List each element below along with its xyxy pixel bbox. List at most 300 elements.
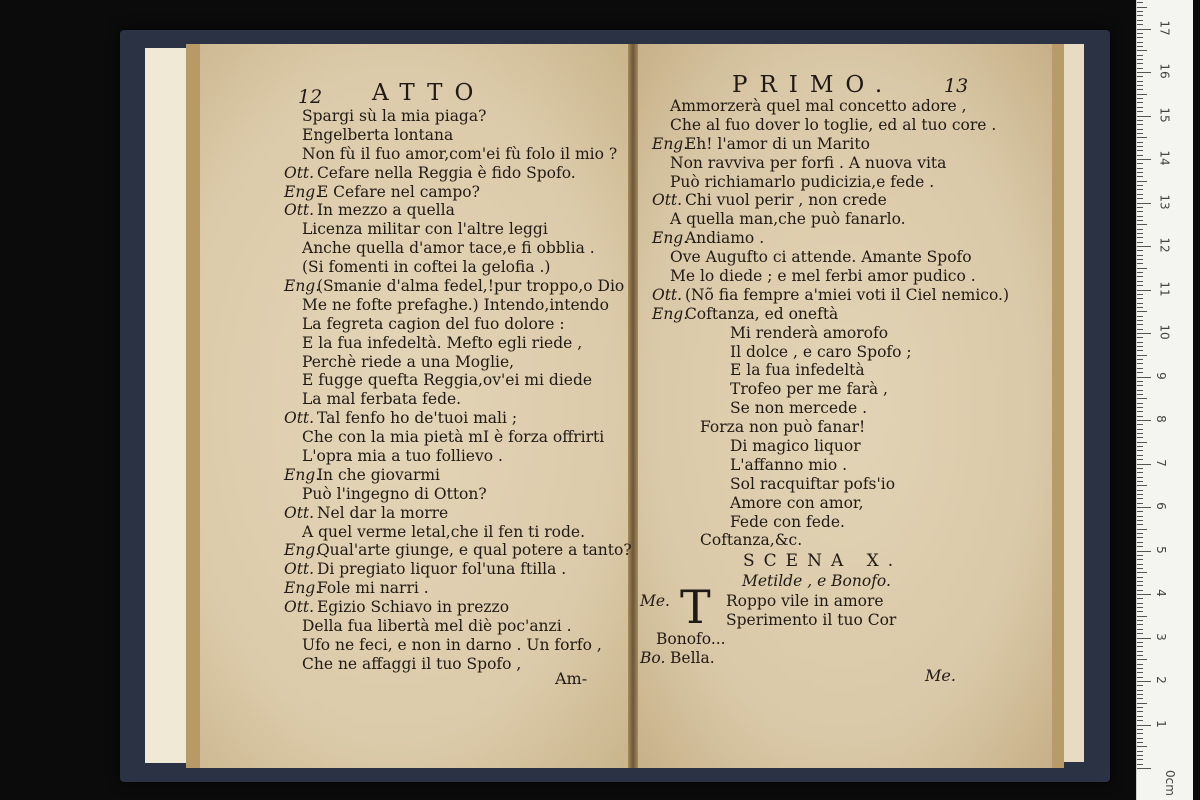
ruler-tick xyxy=(1137,120,1143,121)
ruler-tick xyxy=(1137,198,1143,199)
ruler-tick xyxy=(1137,611,1143,612)
line-text: (Smanie d'alma fedel,!pur troppo,o Dio xyxy=(316,277,625,296)
text-line xyxy=(284,183,632,202)
ruler-tick xyxy=(1137,342,1143,343)
ruler-tick xyxy=(1137,224,1147,225)
text-line xyxy=(284,447,632,466)
ruler-tick xyxy=(1137,633,1143,634)
ruler-tick xyxy=(1137,537,1143,538)
line-text: Licenza militar con l'altre leggi xyxy=(302,220,548,239)
speaker-label: Eng. xyxy=(652,229,689,248)
text-line xyxy=(284,220,632,239)
text-line xyxy=(284,560,632,579)
ruler-tick xyxy=(1137,403,1143,404)
ruler-tick xyxy=(1137,172,1143,173)
text-line xyxy=(652,286,1009,305)
line-text: Coftanza, ed oneftà xyxy=(684,304,839,323)
line-text: E Cefare nel campo? xyxy=(316,182,480,201)
line-text: Trofeo per me farà , xyxy=(730,380,888,399)
ruler-tick xyxy=(1137,237,1143,238)
drop-capital: T xyxy=(680,580,711,634)
ruler-tick xyxy=(1137,433,1143,434)
ruler-unit: 0cm xyxy=(1162,770,1177,796)
ruler-tick xyxy=(1137,555,1143,556)
speaker-label: Eng. xyxy=(652,304,689,323)
ruler-tick xyxy=(1137,76,1143,77)
ruler-tick xyxy=(1137,133,1143,134)
speaker-label: Eng. xyxy=(284,465,321,484)
ruler-tick xyxy=(1137,129,1143,130)
ruler-tick xyxy=(1137,176,1143,177)
ruler-tick xyxy=(1137,33,1143,34)
line-text: Spargi sù la mia piaga? xyxy=(302,107,487,125)
ruler-tick xyxy=(1137,7,1147,8)
line-text: Il dolce , e caro Spofo ; xyxy=(730,342,912,361)
ruler-tick xyxy=(1137,259,1143,260)
line-text: E fugge quefta Reggia,ov'ei mi diede xyxy=(302,371,593,390)
text-line xyxy=(284,579,632,598)
ruler-tick xyxy=(1137,285,1143,286)
speaker-label: Ott. xyxy=(284,201,315,220)
ruler-label: 10 xyxy=(1157,324,1172,340)
ruler-tick xyxy=(1137,590,1143,591)
ruler-tick xyxy=(1137,481,1143,482)
dropcap-line-1: Roppo vile in amore xyxy=(726,592,884,610)
ruler-label: 3 xyxy=(1153,632,1168,641)
ruler-tick xyxy=(1137,363,1143,364)
ruler-tick xyxy=(1137,142,1143,143)
text-line xyxy=(652,135,1009,154)
right-catchword: Me. xyxy=(925,666,956,685)
ruler-tick xyxy=(1137,329,1143,330)
ruler-tick xyxy=(1137,490,1143,491)
ruler-label: 2 xyxy=(1153,676,1168,684)
line-text: E la fua infedeltà. Mefto egli riede , xyxy=(302,333,583,352)
ruler-tick xyxy=(1137,159,1151,160)
ruler-tick xyxy=(1137,520,1143,521)
ruler-label: 11 xyxy=(1157,280,1172,297)
ruler-tick xyxy=(1137,124,1143,125)
ruler-tick xyxy=(1137,603,1143,604)
measuring-ruler xyxy=(1136,0,1193,800)
text-line xyxy=(284,598,632,617)
ruler-label: 4 xyxy=(1153,589,1168,597)
ruler-tick xyxy=(1137,111,1143,112)
ruler-tick xyxy=(1137,638,1151,639)
line-text: La fegreta cagion del fuo dolore : xyxy=(302,314,565,333)
ruler-tick xyxy=(1137,629,1143,630)
dropcap-line-2: Sperimento il tuo Cor xyxy=(726,611,897,629)
text-line xyxy=(652,173,1009,192)
line-text: (Nõ fia fempre a'miei voti il Ciel nemico.) xyxy=(684,285,1010,304)
speaker-label: Ott. xyxy=(652,191,683,210)
left-page-text xyxy=(284,107,632,674)
line-text: L'affanno mio . xyxy=(730,455,848,474)
ruler-tick xyxy=(1137,459,1143,460)
ruler-tick xyxy=(1137,577,1143,578)
text-line xyxy=(284,201,632,220)
text-line xyxy=(284,617,632,636)
ruler-tick xyxy=(1137,116,1151,117)
speaker-label: Eng. xyxy=(284,579,321,598)
speaker-label: Eng. xyxy=(652,134,689,153)
ruler-tick xyxy=(1137,677,1143,678)
ruler-tick xyxy=(1137,616,1147,617)
ruler-tick xyxy=(1137,72,1151,73)
ruler-tick xyxy=(1137,303,1143,304)
text-line xyxy=(284,390,632,409)
ruler-label: 5 xyxy=(1153,545,1168,554)
ruler-tick xyxy=(1137,377,1151,378)
line-text: Ove Augufto ci attende. Amante Spofo xyxy=(670,248,972,267)
ruler-tick xyxy=(1137,63,1143,64)
line-text: Non ravviva per forfi . A nuova vita xyxy=(670,153,947,172)
ruler-tick xyxy=(1137,698,1143,699)
line-text: Cefare nella Reggia è fido Spofo. xyxy=(316,163,576,182)
ruler-tick xyxy=(1137,29,1151,30)
ruler-tick xyxy=(1137,485,1147,486)
ruler-tick xyxy=(1137,755,1143,756)
ruler-tick xyxy=(1137,333,1151,334)
ruler-tick xyxy=(1137,211,1143,212)
text-line xyxy=(284,145,632,164)
line-text: Che ne affaggi il tuo Spofo , xyxy=(302,654,522,673)
ruler-tick xyxy=(1137,337,1143,338)
ruler-tick xyxy=(1137,694,1143,695)
ruler-tick xyxy=(1137,655,1143,656)
text-line xyxy=(652,380,1009,399)
line-text: In che giovarmi xyxy=(316,465,441,484)
speaker-label: Eng. xyxy=(284,182,321,201)
ruler-label: 16 xyxy=(1157,63,1172,79)
ruler-tick xyxy=(1137,368,1143,369)
ruler-tick xyxy=(1137,20,1143,21)
ruler-tick xyxy=(1137,55,1143,56)
ruler-tick xyxy=(1137,311,1147,312)
line-text: Che con la mia pietà mI è forza offrirti xyxy=(302,428,605,447)
text-line xyxy=(652,456,1009,475)
ruler-tick xyxy=(1137,542,1143,543)
ruler-tick xyxy=(1137,768,1151,769)
text-line xyxy=(652,475,1009,494)
ruler-tick xyxy=(1137,568,1143,569)
ruler-tick xyxy=(1137,668,1143,669)
ruler-tick xyxy=(1137,437,1143,438)
line-text: Può richiamarlo pudicizia,e fede . xyxy=(670,172,935,191)
ruler-tick xyxy=(1137,642,1143,643)
ruler-tick xyxy=(1137,598,1143,599)
text-line xyxy=(652,97,1009,116)
last-speaker: Bo. xyxy=(640,649,666,667)
scene-title: SCENA X. xyxy=(743,551,903,571)
ruler-tick xyxy=(1137,703,1147,704)
text-line xyxy=(652,361,1009,380)
speaker-label: Eng. xyxy=(284,541,321,560)
ruler-tick xyxy=(1137,250,1143,251)
ruler-tick xyxy=(1137,255,1143,256)
ruler-tick xyxy=(1137,155,1143,156)
ruler-tick xyxy=(1137,59,1143,60)
ruler-label: 17 xyxy=(1157,19,1172,36)
ruler-tick xyxy=(1137,46,1143,47)
line-text: In mezzo a quella xyxy=(316,201,455,220)
ruler-tick xyxy=(1137,690,1143,691)
ruler-tick xyxy=(1137,442,1147,443)
text-line xyxy=(284,334,632,353)
ruler-tick xyxy=(1137,2,1143,3)
text-line xyxy=(652,154,1009,173)
ruler-tick xyxy=(1137,759,1143,760)
line-text: Ammorzerà quel mal concetto adore , xyxy=(670,97,967,115)
ruler-tick xyxy=(1137,146,1143,147)
line-text: Coftanza,&c. xyxy=(700,531,803,550)
ruler-tick xyxy=(1137,559,1143,560)
line-text: Egizio Schiavo in prezzo xyxy=(316,598,510,617)
ruler-tick xyxy=(1137,98,1143,99)
line-text: La mal ferbata fede. xyxy=(302,390,462,409)
ruler-tick xyxy=(1137,516,1143,517)
text-line xyxy=(284,485,632,504)
ruler-tick xyxy=(1137,529,1147,530)
ruler-tick xyxy=(1137,81,1143,82)
right-page-text xyxy=(652,97,1009,550)
ruler-label: 12 xyxy=(1157,237,1172,253)
ruler-tick xyxy=(1137,572,1147,573)
ruler-tick xyxy=(1137,102,1143,103)
ruler-tick xyxy=(1137,424,1143,425)
ruler-tick xyxy=(1137,394,1143,395)
text-line xyxy=(284,107,632,126)
line-text: Forza non può fanar! xyxy=(700,418,866,437)
line-text: Della fua libertà mel diè poc'anzi . xyxy=(302,617,572,636)
text-line xyxy=(284,353,632,372)
ruler-tick xyxy=(1137,455,1143,456)
ruler-tick xyxy=(1137,416,1143,417)
text-line xyxy=(284,504,632,523)
text-line xyxy=(652,116,1009,135)
ruler-label: 1 xyxy=(1153,719,1168,728)
line-text: Engelberta lontana xyxy=(302,125,454,144)
ruler-tick xyxy=(1137,216,1143,217)
ruler-label: 6 xyxy=(1153,502,1168,510)
ruler-tick xyxy=(1137,464,1151,465)
line-text: Perchè riede a una Moglie, xyxy=(302,352,515,371)
line-text: A quella man,che può fanarlo. xyxy=(670,210,906,229)
ruler-tick xyxy=(1137,85,1143,86)
text-line xyxy=(652,305,1009,324)
ruler-label: 7 xyxy=(1153,458,1168,467)
ruler-tick xyxy=(1137,716,1143,717)
speaker-label: Ott. xyxy=(284,409,315,428)
left-page-header: ATTO xyxy=(372,80,486,106)
ruler-tick xyxy=(1137,764,1143,765)
ruler-tick xyxy=(1137,707,1143,708)
text-line xyxy=(284,541,632,560)
text-line xyxy=(652,531,1009,550)
text-line xyxy=(284,315,632,334)
ruler-tick xyxy=(1137,229,1143,230)
ruler-tick xyxy=(1137,585,1143,586)
ruler-tick xyxy=(1137,651,1143,652)
text-line xyxy=(652,267,1009,286)
line-text: Non fù il fuo amor,com'ei fù folo il mio ? xyxy=(302,144,618,163)
ruler-tick xyxy=(1137,390,1143,391)
ruler-tick xyxy=(1137,468,1143,469)
ruler-tick xyxy=(1137,372,1143,373)
ruler-tick xyxy=(1137,233,1143,234)
line-text: Chi vuol perir , non crede xyxy=(684,191,887,210)
ruler-tick xyxy=(1137,185,1143,186)
line-text: L'opra mia a tuo follievo . xyxy=(302,447,503,466)
text-line xyxy=(652,513,1009,532)
text-line xyxy=(284,636,632,655)
text-line xyxy=(652,399,1009,418)
ruler-tick xyxy=(1137,511,1143,512)
ruler-tick xyxy=(1137,163,1143,164)
ruler-label: 8 xyxy=(1153,415,1168,423)
last-line: Bella. xyxy=(670,649,715,667)
ruler-tick xyxy=(1137,420,1151,421)
ruler-tick xyxy=(1137,664,1143,665)
ruler-tick xyxy=(1137,68,1143,69)
ruler-tick xyxy=(1137,725,1151,726)
text-line xyxy=(652,229,1009,248)
text-line xyxy=(284,277,632,296)
ruler-tick xyxy=(1137,450,1143,451)
ruler-tick xyxy=(1137,594,1151,595)
ruler-tick xyxy=(1137,751,1143,752)
right-page-header: PRIMO. xyxy=(732,72,895,98)
speaker-label: Eng. xyxy=(284,277,321,296)
ruler-tick xyxy=(1137,316,1143,317)
line-text: Se non mercede . xyxy=(730,399,868,418)
speaker-label: Ott. xyxy=(284,560,315,579)
ruler-tick xyxy=(1137,350,1143,351)
line-text: Me ne fofte prefaghe.) Intendo,intendo xyxy=(302,295,609,314)
text-line xyxy=(284,428,632,447)
text-line xyxy=(284,258,632,277)
text-line xyxy=(284,371,632,390)
line-text: Fede con fede. xyxy=(730,512,845,531)
ruler-tick xyxy=(1137,203,1151,204)
ruler-tick xyxy=(1137,564,1143,565)
line-text: Qual'arte giunge, e qual potere a tanto? xyxy=(316,541,632,560)
ruler-tick xyxy=(1137,385,1143,386)
ruler-tick xyxy=(1137,507,1151,508)
ruler-label: 14 xyxy=(1157,150,1172,166)
ruler-tick xyxy=(1137,381,1143,382)
ruler-tick xyxy=(1137,42,1143,43)
line-text: Anche quella d'amor tace,e fi obblia . xyxy=(302,239,595,258)
text-line xyxy=(652,248,1009,267)
text-line xyxy=(284,296,632,315)
ruler-tick xyxy=(1137,220,1143,221)
scene-characters: Metilde , e Bonofo. xyxy=(742,572,891,590)
text-line xyxy=(652,437,1009,456)
ruler-tick xyxy=(1137,742,1143,743)
ruler-tick xyxy=(1137,290,1151,291)
text-line xyxy=(284,239,632,258)
ruler-tick xyxy=(1137,546,1143,547)
ruler-tick xyxy=(1137,429,1143,430)
ruler-tick xyxy=(1137,346,1143,347)
ruler-tick xyxy=(1137,524,1143,525)
ruler-tick xyxy=(1137,307,1143,308)
ruler-tick xyxy=(1137,246,1151,247)
ruler-tick xyxy=(1137,89,1143,90)
ruler-tick xyxy=(1137,472,1143,473)
ruler-tick xyxy=(1137,272,1143,273)
text-line xyxy=(284,466,632,485)
ruler-tick xyxy=(1137,268,1147,269)
ruler-tick xyxy=(1137,446,1143,447)
speaker-label: Ott. xyxy=(284,503,315,522)
ruler-label: 13 xyxy=(1157,193,1172,210)
ruler-tick xyxy=(1137,607,1143,608)
ruler-tick xyxy=(1137,733,1143,734)
right-page-number: 13 xyxy=(944,75,969,97)
text-line xyxy=(652,191,1009,210)
speaker-label: Ott. xyxy=(652,285,683,304)
ruler-tick xyxy=(1137,137,1147,138)
line-text: Che al fuo dover lo toglie, ed al tuo core . xyxy=(670,115,997,134)
text-line xyxy=(284,126,632,145)
ruler-tick xyxy=(1137,720,1143,721)
ruler-tick xyxy=(1137,685,1143,686)
ruler-tick xyxy=(1137,263,1143,264)
ruler-tick xyxy=(1137,746,1147,747)
ruler-tick xyxy=(1137,150,1143,151)
ruler-tick xyxy=(1137,581,1143,582)
text-line xyxy=(652,343,1009,362)
ruler-tick xyxy=(1137,194,1143,195)
ruler-tick xyxy=(1137,624,1143,625)
line-text: Di magico liquor xyxy=(730,437,861,456)
ruler-tick xyxy=(1137,168,1143,169)
text-line xyxy=(652,494,1009,513)
ruler-tick xyxy=(1137,681,1151,682)
ruler-tick xyxy=(1137,324,1143,325)
ruler-tick xyxy=(1137,181,1147,182)
after-line: Bonofo... xyxy=(656,630,726,648)
ruler-tick xyxy=(1137,15,1143,16)
ruler-tick xyxy=(1137,407,1143,408)
ruler-tick xyxy=(1137,37,1143,38)
line-text: Fole mi narri . xyxy=(316,579,429,598)
ruler-label: 15 xyxy=(1157,106,1172,123)
text-line xyxy=(284,409,632,428)
ruler-tick xyxy=(1137,411,1143,412)
line-text: Andiamo . xyxy=(684,229,765,248)
ruler-tick xyxy=(1137,398,1147,399)
line-text: Sol racquiftar pofs'io xyxy=(730,474,896,493)
line-text: A quel verme letal,che il fen ti rode. xyxy=(302,522,586,541)
line-text: Eh! l'amor di un Marito xyxy=(684,134,870,153)
ruler-label: 9 xyxy=(1153,371,1168,380)
line-text: Può l'ingegno di Otton? xyxy=(302,484,487,503)
line-text: (Si fomenti in coftei la gelofia .) xyxy=(302,258,551,277)
ruler-tick xyxy=(1137,359,1143,360)
ruler-tick xyxy=(1137,242,1143,243)
line-text: Mi renderà amorofo xyxy=(730,323,889,342)
left-page-number: 12 xyxy=(298,86,323,108)
left-catchword: Am- xyxy=(555,669,588,688)
text-line xyxy=(284,164,632,183)
ruler-tick xyxy=(1137,729,1143,730)
dropcap-speaker: Me. xyxy=(640,592,670,610)
ruler-tick xyxy=(1137,189,1143,190)
ruler-tick xyxy=(1137,94,1147,95)
